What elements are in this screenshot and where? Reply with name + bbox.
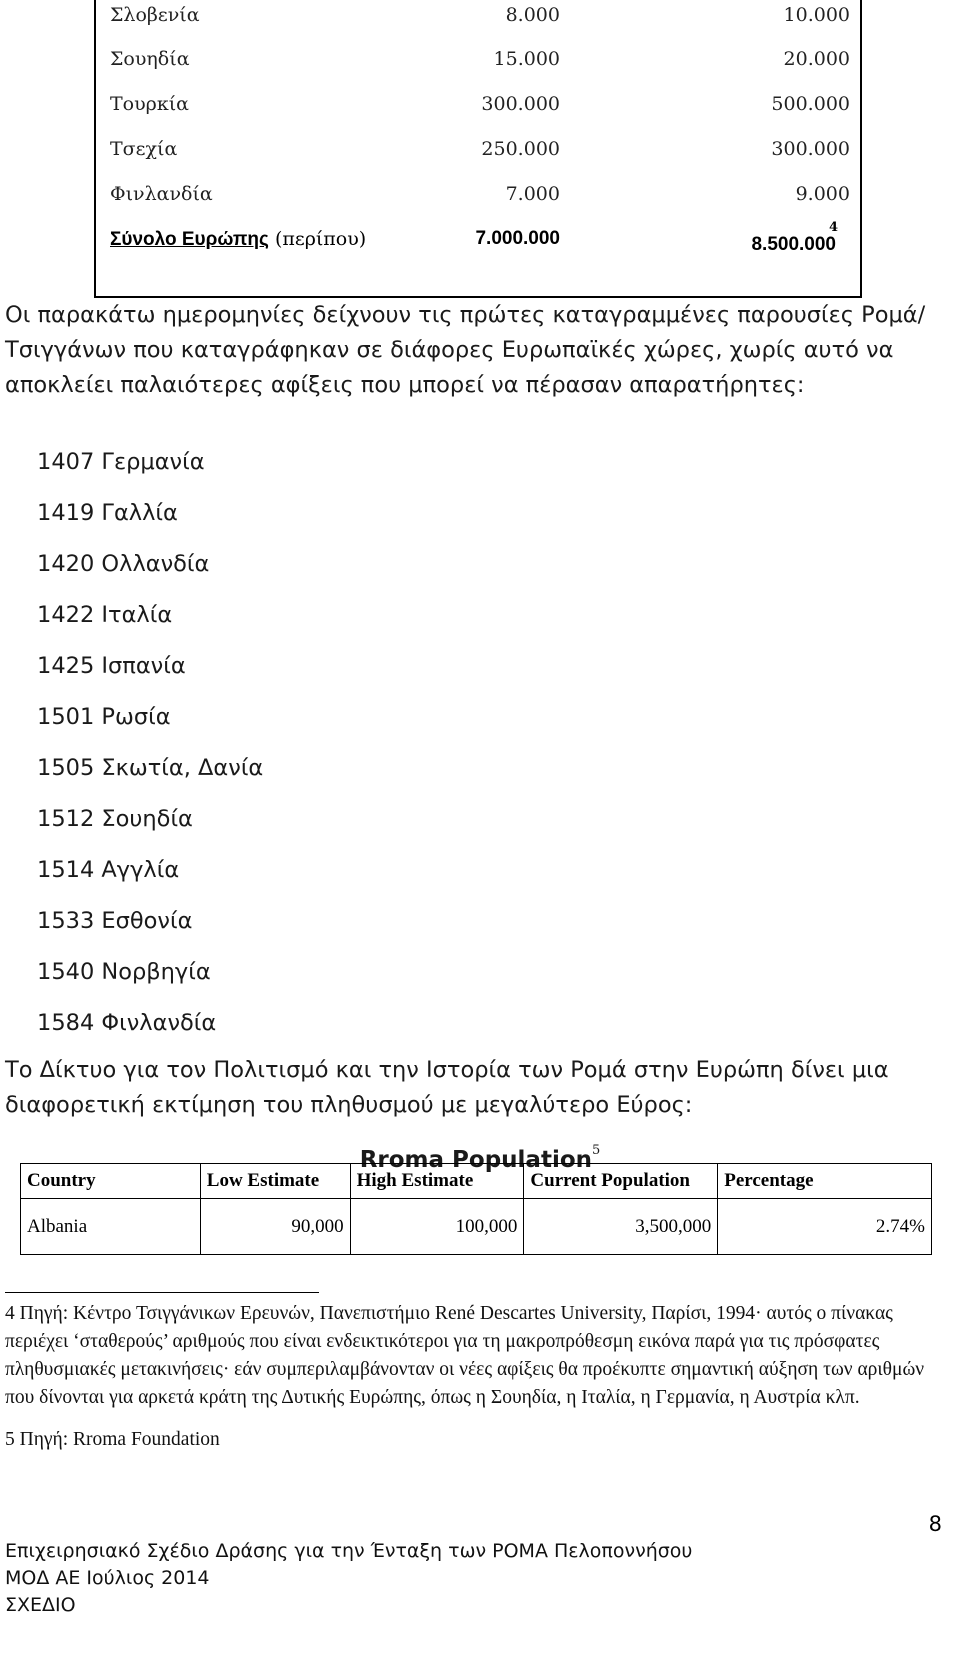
high-cell: 300.000 — [771, 138, 850, 160]
list-item: 1419 Γαλλία — [37, 500, 178, 526]
high-cell: 9.000 — [795, 183, 850, 205]
network-paragraph: Το Δίκτυο για τον Πολιτισμό και την Ιστορία των Ρομά στην Ευρώπη δίνει μια διαφορετική εκτίμηση του πληθυσμού με μεγαλύτερο Εύρος: — [5, 1057, 889, 1118]
table-row — [96, 48, 860, 78]
table-cell: 2.74% — [718, 1199, 932, 1255]
list-item: 1533 Εσθονία — [37, 908, 193, 934]
footnote-mark: 4 — [828, 220, 838, 235]
high-cell: 10.000 — [783, 4, 850, 26]
intro-paragraph: Οι παρακάτω ημερομηνίες δείχνουν τις πρώτες καταγραμμένες παρουσίες Ρομά/Τσιγγάνων που καταγράφηκαν σε διάφορες Ευρωπαϊκές χώρες, χωρίς αυτό να αποκλείει παλαιότερες αφίξεις που μπορεί να πέρασαν απαρατήρητες: — [5, 302, 926, 398]
table-row — [96, 93, 860, 123]
list-item: 1422 Ιταλία — [37, 602, 173, 628]
column-header: High Estimate — [350, 1164, 524, 1199]
total-label: Σύνολο Ευρώπης (περίπου) — [110, 228, 367, 250]
list-item: 1501 Ρωσία — [37, 704, 171, 730]
table-cell: 100,000 — [350, 1199, 524, 1255]
total-row — [96, 220, 860, 258]
rroma-population-table — [20, 1163, 932, 1255]
country-cell: Σουηδία — [110, 48, 190, 70]
column-header: Low Estimate — [200, 1164, 350, 1199]
table-cell: Albania — [21, 1199, 201, 1255]
low-cell: 300.000 — [481, 93, 560, 115]
country-cell: Τουρκία — [110, 93, 189, 115]
footnote-mark: 5 — [592, 1143, 601, 1159]
list-item: 1407 Γερμανία — [37, 449, 205, 475]
table-cell: 90,000 — [200, 1199, 350, 1255]
footer-title: Επιχειρησιακό Σχέδιο Δράσης για την Ένταξη των ΡΟΜΑ Πελοποννήσου — [5, 1540, 693, 1562]
page-number: 8 — [928, 1512, 942, 1536]
total-high: 8.500.000 4 — [751, 220, 838, 255]
low-cell: 7.000 — [505, 183, 560, 205]
table-row — [96, 183, 860, 213]
footnote-4: 4 Πηγή: Κέντρο Τσιγγάνικων Ερευνών, Πανεπιστήμιο René Descartes University, Παρίσι, 1994· αυτός ο πίνακας περιέχει ‘σταθερούς’ αριθμούς που είναι ενδεικτικότεροι για τη μακροπρόθεσμη εικόνα παρά για τις πρόσφατες πληθυσμιακές μετακινήσεις· εάν συμπεριλαμβάνονταν οι νέες αφίξεις θα προέκυπτε σημαντική αύξηση των αριθμών που δίνονται για αρκετά κράτη της Δυτικής Ευρώπης, όπως η Σουηδία, η Ιταλία, η Γερμανία, η Αυστρία κλπ. — [5, 1303, 925, 1408]
table-row — [96, 138, 860, 168]
list-item: 1540 Νορβηγία — [37, 959, 211, 985]
list-item: 1425 Ισπανία — [37, 653, 186, 679]
low-cell: 250.000 — [481, 138, 560, 160]
column-header: Current Population — [524, 1164, 718, 1199]
country-cell: Τσεχία — [110, 138, 178, 160]
high-cell: 500.000 — [771, 93, 850, 115]
country-cell: Σλοβενία — [110, 4, 200, 26]
low-cell: 15.000 — [493, 48, 560, 70]
list-item: 1512 Σουηδία — [37, 806, 193, 832]
column-header: Percentage — [718, 1164, 932, 1199]
list-item: 1514 Αγγλία — [37, 857, 180, 883]
footnote-divider — [5, 1292, 319, 1293]
column-header: Country — [21, 1164, 201, 1199]
country-cell: Φινλανδία — [110, 183, 213, 205]
list-item: 1420 Ολλανδία — [37, 551, 210, 577]
table-header-row — [21, 1164, 932, 1199]
footer-date: ΜΟΔ ΑΕ Ιούλιος 2014 — [5, 1567, 210, 1589]
table-cell: 3,500,000 — [524, 1199, 718, 1255]
footnote-5: 5 Πηγή: Rroma Foundation — [5, 1429, 220, 1450]
rroma-table-title: Rroma Population$^5$ — [359, 1143, 601, 1173]
list-item: 1584 Φινλανδία — [37, 1010, 217, 1036]
low-cell: 8.000 — [505, 4, 560, 26]
list-item: 1505 Σκωτία, Δανία — [37, 755, 264, 781]
continuation-table — [94, 0, 862, 298]
total-low: 7.000.000 — [475, 228, 560, 249]
high-cell: 20.000 — [783, 48, 850, 70]
footer-draft-label: ΣΧΕΔΙΟ — [5, 1594, 76, 1616]
table-row — [96, 4, 860, 34]
table-row — [21, 1199, 932, 1255]
